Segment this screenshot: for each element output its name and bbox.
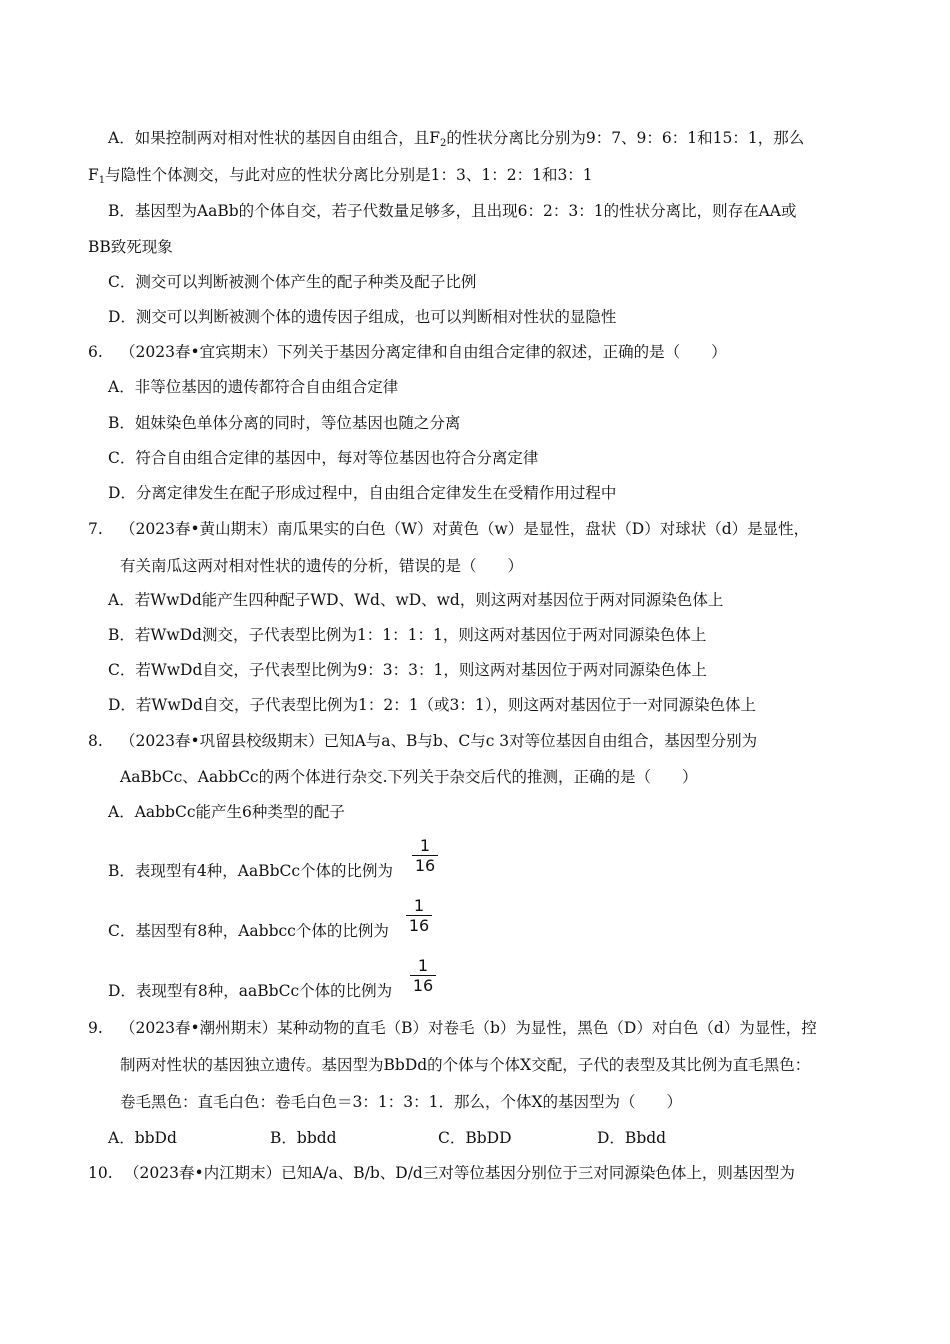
q9-option-a: A．bbDd xyxy=(108,1129,177,1147)
q5-option-a-line2: $F_1$与隐性个体测交，与此对应的性状分离比分别是1：3、1：2：1和3：1 xyxy=(88,166,593,186)
q8-option-c-fraction xyxy=(406,896,432,935)
fraction-denominator: 16 xyxy=(412,976,434,995)
q8-option-a: A．AabbCc能产生6种类型的配子 xyxy=(108,803,345,821)
q6-option-c: C．符合自由组合定律的基因中，每对等位基因也符合分离定律 xyxy=(108,449,539,467)
fraction-denominator: 16 xyxy=(408,916,430,935)
q9-option-d: D．Bbdd xyxy=(597,1129,667,1147)
q6-option-b: B．姐妹染色单体分离的同时，等位基因也随之分离 xyxy=(108,414,461,432)
q8-option-d-fraction xyxy=(410,956,436,995)
q7-stem-line1: （2023春•黄山期末）南瓜果实的白色（W）对黄色（w）是显性，盘状（D）对球状（d）是显性， xyxy=(120,520,810,538)
q7-option-d: D．若WwDd自交，子代表型比例为1：2：1（或3：1），则这两对基因位于一对同源染色体上 xyxy=(108,696,757,714)
q9-stem-line3: 卷毛黑色：直毛白色：卷毛白色＝3：1：3：1．那么，个体X的基因型为（ ） xyxy=(120,1093,682,1111)
q5-option-a-line1: A．如果控制两对相对性状的基因自由组合，且$F_2$的性状分离比分别为9：7、9：6：1和15：1，那么 xyxy=(108,129,805,149)
fraction-numerator: 1 xyxy=(413,896,425,915)
q8-number: 8. xyxy=(88,732,103,750)
q7-option-c: C．若WwDd自交，子代表型比例为9：3：3：1，则这两对基因位于两对同源染色体上 xyxy=(108,661,707,679)
q9-option-c: C．BbDD xyxy=(438,1129,512,1147)
q8-option-d: D．表现型有8种，aaBbCc个体的比例为 xyxy=(108,982,393,1000)
fraction-numerator: 1 xyxy=(417,956,429,975)
fraction-denominator: 16 xyxy=(414,856,436,875)
q8-option-c: C．基因型有8种，Aabbcc个体的比例为 xyxy=(108,922,389,940)
q9-stem-line2: 制两对性状的基因独立遗传。基因型为BbDd的个体与个体X交配，子代的表型及其比例为直毛黑色： xyxy=(120,1056,811,1074)
q9-stem-line1: （2023春•潮州期末）某种动物的直毛（B）对卷毛（b）为显性，黑色（D）对白色（d）为显性，控 xyxy=(120,1019,817,1037)
q8-stem-line1: （2023春•巩留县校级期末）已知A与a、B与b、C与c 3对等位基因自由组合，基因型分别为 xyxy=(120,732,758,750)
q10-number: 10. xyxy=(88,1164,113,1182)
q8-option-b: B．表现型有4种，AaBbCc个体的比例为 xyxy=(108,862,394,880)
q10-stem-line1: （2023春•内江期末）已知A/a、B/b、D/d三对等位基因分别位于三对同源染色体上，则基因型为 xyxy=(124,1164,795,1182)
q7-option-a: A．若WwDd能产生四种配子WD、Wd、wD、wd，则这两对基因位于两对同源染色体上 xyxy=(108,591,724,609)
q7-number: 7. xyxy=(88,520,103,538)
q9-option-b: B．bbdd xyxy=(270,1129,337,1147)
q9-number: 9. xyxy=(88,1019,103,1037)
q6-option-a: A．非等位基因的遗传都符合自由组合定律 xyxy=(108,378,399,396)
q8-stem-line2: AaBbCc、AabbCc的两个体进行杂交.下列关于杂交后代的推测，正确的是（ ） xyxy=(120,768,698,786)
q5-option-d: D．测交可以判断被测个体的遗传因子组成，也可以判断相对性状的显隐性 xyxy=(108,308,617,326)
q8-option-b-fraction xyxy=(412,836,438,875)
q7-stem-line2: 有关南瓜这两对相对性状的遗传的分析，错误的是（ ） xyxy=(120,557,524,575)
q5-option-c: C．测交可以判断被测个体产生的配子种类及配子比例 xyxy=(108,273,477,291)
q6-option-d: D．分离定律发生在配子形成过程中，自由组合定律发生在受精作用过程中 xyxy=(108,484,617,502)
q5-option-b-line2: BB致死现象 xyxy=(88,238,173,256)
fraction-numerator: 1 xyxy=(419,836,431,855)
q6-stem: （2023春•宜宾期末）下列关于基因分离定律和自由组合定律的叙述，正确的是（ ） xyxy=(120,343,727,361)
q6-number: 6. xyxy=(88,343,103,361)
q5-option-b-line1: B．基因型为AaBb的个体自交，若子代数量足够多，且出现6：2：3：1的性状分离比，则存在AA或 xyxy=(108,202,797,220)
q7-option-b: B．若WwDd测交，子代表型比例为1：1：1：1，则这两对基因位于两对同源染色体上 xyxy=(108,626,707,644)
